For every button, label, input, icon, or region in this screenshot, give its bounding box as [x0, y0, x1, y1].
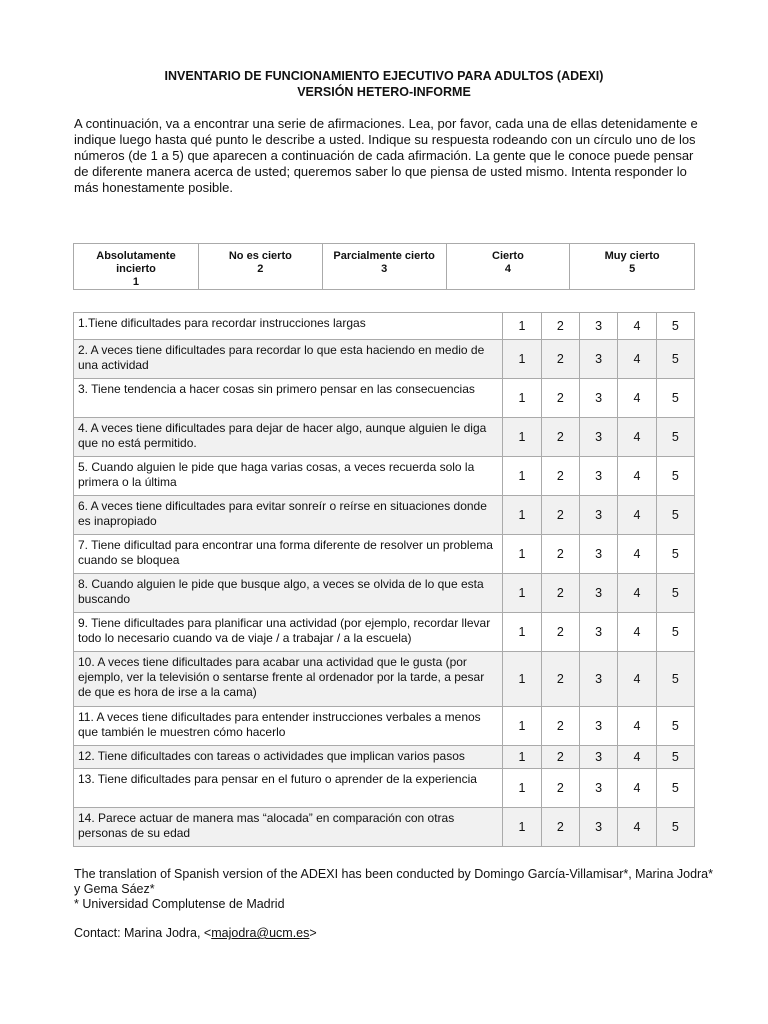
rating-option[interactable]: 3 [579, 418, 617, 457]
rating-option[interactable]: 2 [541, 808, 579, 847]
contact-suffix: > [309, 926, 317, 940]
rating-option[interactable]: 2 [541, 707, 579, 746]
rating-option[interactable]: 2 [541, 535, 579, 574]
rating-option[interactable]: 2 [541, 457, 579, 496]
contact-email-link[interactable]: majodra@ucm.es [211, 926, 310, 940]
scale-cell [570, 244, 695, 290]
item-statement: 5. Cuando alguien le pide que haga varias cosas, a veces recuerda solo la primera o la última [74, 457, 503, 496]
item-statement: 9. Tiene dificultades para planificar una actividad (por ejemplo, recordar llevar todo lo necesario cuando va de viaje / a trabajar / a la escuela) [74, 613, 503, 652]
rating-option[interactable]: 1 [503, 313, 541, 340]
rating-option[interactable]: 4 [618, 769, 656, 808]
contact-prefix: Contact: Marina Jodra, < [74, 926, 212, 940]
item-row [74, 496, 695, 535]
scale-value: 5 [629, 263, 636, 275]
rating-option[interactable]: 2 [541, 418, 579, 457]
item-row [74, 746, 695, 769]
item-statement: 12. Tiene dificultades con tareas o actividades que implican varios pasos [74, 746, 503, 769]
rating-option[interactable]: 1 [503, 418, 541, 457]
rating-option[interactable]: 2 [541, 574, 579, 613]
rating-option[interactable]: 4 [618, 379, 656, 418]
rating-option[interactable]: 3 [579, 746, 617, 769]
scale-cell [322, 244, 446, 290]
scale-label: Parcialmente cierto [333, 250, 435, 262]
rating-option[interactable]: 4 [618, 457, 656, 496]
rating-option[interactable]: 5 [656, 613, 694, 652]
rating-option[interactable]: 2 [541, 746, 579, 769]
rating-option[interactable]: 3 [579, 379, 617, 418]
item-statement: 3. Tiene tendencia a hacer cosas sin primero pensar en las consecuencias [74, 379, 503, 418]
scale-cell [446, 244, 570, 290]
rating-option[interactable]: 4 [618, 535, 656, 574]
contact-line [74, 926, 317, 940]
rating-option[interactable]: 4 [618, 574, 656, 613]
item-statement: 8. Cuando alguien le pide que busque algo, a veces se olvida de lo que esta buscando [74, 574, 503, 613]
item-row [74, 418, 695, 457]
item-row [74, 707, 695, 746]
items-table [73, 312, 695, 847]
rating-option[interactable]: 5 [656, 313, 694, 340]
item-row [74, 535, 695, 574]
rating-option[interactable]: 3 [579, 340, 617, 379]
item-statement: 14. Parece actuar de manera mas “alocada” en comparación con otras personas de su edad [74, 808, 503, 847]
rating-option[interactable]: 5 [656, 746, 694, 769]
scale-value: 1 [132, 276, 140, 288]
affiliation-note: * Universidad Complutense de Madrid [74, 897, 285, 911]
rating-option[interactable]: 3 [579, 496, 617, 535]
rating-option[interactable]: 5 [656, 808, 694, 847]
rating-option[interactable]: 2 [541, 652, 579, 707]
rating-option[interactable]: 4 [618, 313, 656, 340]
rating-option[interactable]: 2 [541, 313, 579, 340]
rating-option[interactable]: 4 [618, 808, 656, 847]
rating-option[interactable]: 5 [656, 457, 694, 496]
rating-option[interactable]: 1 [503, 808, 541, 847]
rating-option[interactable]: 4 [618, 652, 656, 707]
scale-label: Cierto [492, 250, 524, 262]
rating-option[interactable]: 2 [541, 496, 579, 535]
rating-option[interactable]: 4 [618, 613, 656, 652]
rating-option[interactable]: 3 [579, 808, 617, 847]
item-statement: 7. Tiene dificultad para encontrar una forma diferente de resolver un problema cuando se bloquea [74, 535, 503, 574]
item-statement: 6. A veces tiene dificultades para evitar sonreír o reírse en situaciones donde es inapropiado [74, 496, 503, 535]
item-row [74, 340, 695, 379]
item-statement: 2. A veces tiene dificultades para recordar lo que esta haciendo en medio de una actividad [74, 340, 503, 379]
rating-option[interactable]: 5 [656, 652, 694, 707]
item-row [74, 457, 695, 496]
scale-value: 3 [381, 263, 388, 275]
rating-option[interactable]: 5 [656, 707, 694, 746]
scale-cell [198, 244, 322, 290]
scale-label: Muy cierto [604, 250, 660, 262]
rating-option[interactable]: 3 [579, 457, 617, 496]
rating-option[interactable]: 1 [503, 613, 541, 652]
rating-option[interactable]: 2 [541, 340, 579, 379]
item-statement: 11. A veces tiene dificultades para entender instrucciones verbales a menos que también le muestren cómo hacerlo [74, 707, 503, 746]
document-title [0, 68, 768, 100]
title-line-1: INVENTARIO DE FUNCIONAMIENTO EJECUTIVO PARA ADULTOS (ADEXI) [164, 69, 604, 83]
rating-option[interactable]: 4 [618, 340, 656, 379]
translation-credit: The translation of Spanish version of the ADEXI has been conducted by Domingo García-Villamisar*, Marina Jodra* y Gema Sáez* [74, 867, 713, 896]
item-row [74, 652, 695, 707]
rating-option[interactable]: 1 [503, 746, 541, 769]
rating-option[interactable]: 5 [656, 574, 694, 613]
rating-option[interactable]: 1 [503, 496, 541, 535]
rating-option[interactable]: 4 [618, 746, 656, 769]
item-statement: 13. Tiene dificultades para pensar en el futuro o aprender de la experiencia [74, 769, 503, 808]
rating-option[interactable]: 5 [656, 769, 694, 808]
rating-option[interactable]: 1 [503, 574, 541, 613]
scale-value: 2 [257, 263, 264, 275]
scale-value: 4 [504, 263, 511, 275]
rating-option[interactable]: 5 [656, 418, 694, 457]
item-statement: 10. A veces tiene dificultades para acabar una actividad que le gusta (por ejemplo, ver la televisión o sentarse frente al ordenador por la tarde, a pesar de que es hora de irse a la cama) [74, 652, 503, 707]
item-row [74, 769, 695, 808]
scale-label: Absolutamente incierto [96, 250, 176, 275]
rating-option[interactable]: 4 [618, 418, 656, 457]
item-row [74, 808, 695, 847]
rating-option[interactable]: 4 [618, 496, 656, 535]
response-scale-legend [73, 243, 695, 290]
rating-option[interactable]: 1 [503, 379, 541, 418]
rating-option[interactable]: 5 [656, 340, 694, 379]
title-line-2: VERSIÓN HETERO-INFORME [297, 85, 471, 99]
item-row [74, 379, 695, 418]
rating-option[interactable]: 5 [656, 379, 694, 418]
rating-option[interactable]: 5 [656, 535, 694, 574]
rating-option[interactable]: 1 [503, 535, 541, 574]
item-statement: 1.Tiene dificultades para recordar instrucciones largas [74, 313, 503, 340]
rating-option[interactable]: 3 [579, 613, 617, 652]
rating-option[interactable]: 1 [503, 769, 541, 808]
rating-option[interactable]: 4 [618, 707, 656, 746]
rating-option[interactable]: 3 [579, 574, 617, 613]
rating-option[interactable]: 3 [579, 652, 617, 707]
rating-option[interactable]: 3 [579, 707, 617, 746]
item-statement: 4. A veces tiene dificultades para dejar de hacer algo, aunque alguien le diga que no está permitido. [74, 418, 503, 457]
footer-credits [74, 867, 714, 912]
rating-option[interactable]: 2 [541, 613, 579, 652]
rating-option[interactable]: 1 [503, 707, 541, 746]
rating-option[interactable]: 3 [579, 313, 617, 340]
rating-option[interactable]: 5 [656, 496, 694, 535]
item-row [74, 574, 695, 613]
item-row [74, 313, 695, 340]
instructions-paragraph: A continuación, va a encontrar una serie de afirmaciones. Lea, por favor, cada una de ellas detenidamente e indique luego hasta qué punto le describe a usted. Indique su respuesta rodeando con un círculo uno de los números (de 1 a 5) que aparecen a continuación de cada afirmación. La gente que le conoce puede pensar de diferente manera acerca de usted; queremos saber lo que piensa de usted mismo. Intenta responder lo más honestamente posible. [74, 116, 698, 195]
rating-option[interactable]: 3 [579, 535, 617, 574]
rating-option[interactable]: 1 [503, 652, 541, 707]
rating-option[interactable]: 3 [579, 769, 617, 808]
item-row [74, 613, 695, 652]
scale-cell [74, 244, 199, 290]
scale-label: No es cierto [228, 250, 292, 262]
rating-option[interactable]: 2 [541, 379, 579, 418]
rating-option[interactable]: 2 [541, 769, 579, 808]
rating-option[interactable]: 1 [503, 457, 541, 496]
rating-option[interactable]: 1 [503, 340, 541, 379]
